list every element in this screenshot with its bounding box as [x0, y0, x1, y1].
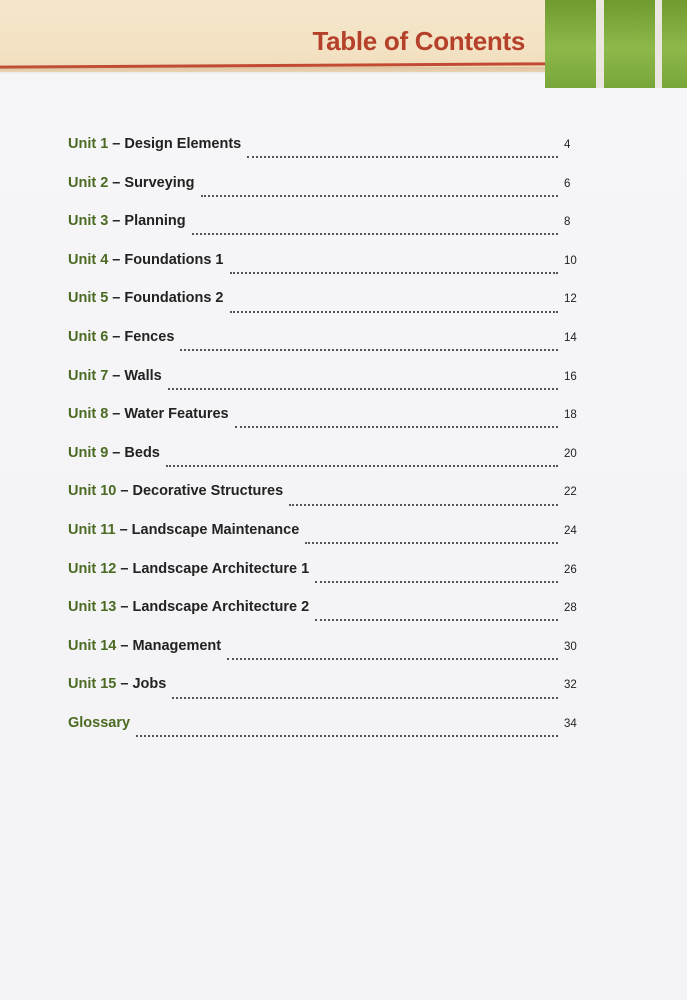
toc-page-number: 30: [564, 640, 577, 653]
toc-entry[interactable]: [68, 483, 578, 522]
toc-entry[interactable]: [68, 175, 578, 214]
toc-page-number: 22: [564, 486, 577, 499]
tab-gap: [596, 0, 604, 88]
toc-unit-number: Unit 14: [68, 637, 117, 654]
toc-entry[interactable]: [68, 252, 578, 291]
toc-separator: –: [108, 251, 125, 268]
toc-separator: –: [116, 560, 133, 577]
toc-entry[interactable]: [68, 213, 578, 252]
toc-entry[interactable]: [68, 522, 578, 561]
toc-unit-number: Unit 7: [68, 367, 109, 384]
dot-leader: [136, 725, 558, 737]
toc-entry[interactable]: [68, 136, 578, 175]
toc-entry-title: Beds: [124, 444, 160, 461]
toc-page-number: 18: [564, 409, 577, 422]
toc-page-number: 24: [564, 524, 577, 537]
toc-unit-number: Unit 10: [68, 483, 117, 500]
dot-leader: [305, 532, 558, 544]
toc-page-number: 34: [564, 717, 577, 730]
toc-separator: –: [108, 328, 125, 345]
toc-entry-title: Foundations 2: [124, 290, 224, 307]
dot-leader: [192, 223, 558, 235]
toc-entry[interactable]: [68, 329, 578, 368]
dot-leader: [230, 262, 559, 274]
toc-unit-number: Unit 4: [68, 251, 109, 268]
toc-page-number: 14: [564, 331, 577, 344]
dot-leader: [227, 648, 558, 660]
toc-entry[interactable]: [68, 368, 578, 407]
page-title: Table of Contents: [312, 26, 525, 56]
dot-leader: [230, 301, 559, 313]
toc-entry-title: Surveying: [124, 174, 195, 191]
toc-separator: –: [116, 483, 133, 500]
toc-entry[interactable]: [68, 599, 578, 638]
toc-entry-title: Decorative Structures: [132, 483, 284, 500]
toc-separator: –: [116, 637, 133, 654]
toc-page-number: 16: [564, 370, 577, 383]
green-tab-decoration: [604, 0, 655, 88]
dot-leader: [180, 339, 558, 351]
green-tab-decoration: [545, 0, 596, 88]
toc-entry[interactable]: [68, 676, 578, 715]
table-of-contents: [68, 136, 578, 754]
toc-page-number: 32: [564, 679, 577, 692]
toc-page-number: 8: [564, 216, 571, 229]
toc-separator: –: [116, 676, 133, 693]
toc-entry[interactable]: [68, 290, 578, 329]
toc-unit-number: Unit 5: [68, 290, 109, 307]
toc-entry[interactable]: [68, 445, 578, 484]
toc-unit-number: Unit 13: [68, 599, 117, 616]
toc-unit-number: Unit 3: [68, 213, 109, 230]
toc-page-number: 26: [564, 563, 577, 576]
toc-unit-number: Unit 1: [68, 136, 109, 152]
toc-separator: –: [115, 521, 132, 538]
toc-entry-title: Walls: [124, 367, 162, 384]
toc-unit-number: Unit 8: [68, 406, 109, 423]
toc-unit-number: Unit 2: [68, 174, 109, 191]
tab-gap: [655, 0, 662, 88]
toc-unit-number: Unit 11: [68, 521, 116, 538]
dot-leader: [315, 609, 558, 621]
toc-entry-title: Management: [132, 637, 222, 654]
toc-entry[interactable]: [68, 406, 578, 445]
toc-entry-title: Water Features: [124, 406, 229, 423]
toc-page-number: 10: [564, 254, 577, 267]
dot-leader: [289, 494, 558, 506]
dot-leader: [166, 455, 558, 467]
toc-page-number: 4: [564, 139, 571, 151]
dot-leader: [172, 687, 558, 699]
toc-separator: –: [108, 174, 125, 191]
toc-page-number: 12: [564, 293, 577, 306]
toc-entry-title: Planning: [124, 213, 186, 230]
toc-unit-number: Unit 9: [68, 444, 109, 461]
toc-separator: –: [108, 444, 125, 461]
toc-entry-title: Jobs: [132, 676, 167, 693]
toc-unit-number: Unit 15: [68, 676, 117, 693]
toc-entry-glossary[interactable]: [68, 715, 578, 754]
toc-page-number: 28: [564, 602, 577, 615]
toc-separator: –: [108, 290, 125, 307]
toc-unit-number: Unit 6: [68, 328, 109, 345]
toc-entry[interactable]: [68, 561, 578, 600]
toc-glossary-label: Glossary: [68, 714, 131, 731]
dot-leader: [235, 416, 558, 428]
toc-separator: –: [108, 136, 125, 152]
toc-entry-title: Foundations 1: [124, 251, 224, 268]
toc-entry[interactable]: [68, 638, 578, 677]
toc-entry-title: Landscape Architecture 2: [132, 599, 310, 616]
dot-leader: [168, 378, 558, 390]
green-tab-decoration: [662, 0, 687, 88]
toc-separator: –: [108, 367, 125, 384]
dot-leader: [247, 146, 558, 158]
toc-page-number: 6: [564, 177, 571, 190]
toc-entry-title: Landscape Maintenance: [131, 521, 300, 538]
toc-entry-title: Landscape Architecture 1: [132, 560, 310, 577]
dot-leader: [315, 571, 558, 583]
toc-entry-title: Fences: [124, 328, 175, 345]
toc-separator: –: [116, 599, 133, 616]
dot-leader: [201, 185, 558, 197]
toc-separator: –: [108, 213, 125, 230]
toc-separator: –: [108, 406, 125, 423]
toc-page-number: 20: [564, 447, 577, 460]
toc-entry-title: Design Elements: [124, 136, 242, 152]
header-shadow: [0, 67, 545, 75]
toc-unit-number: Unit 12: [68, 560, 117, 577]
